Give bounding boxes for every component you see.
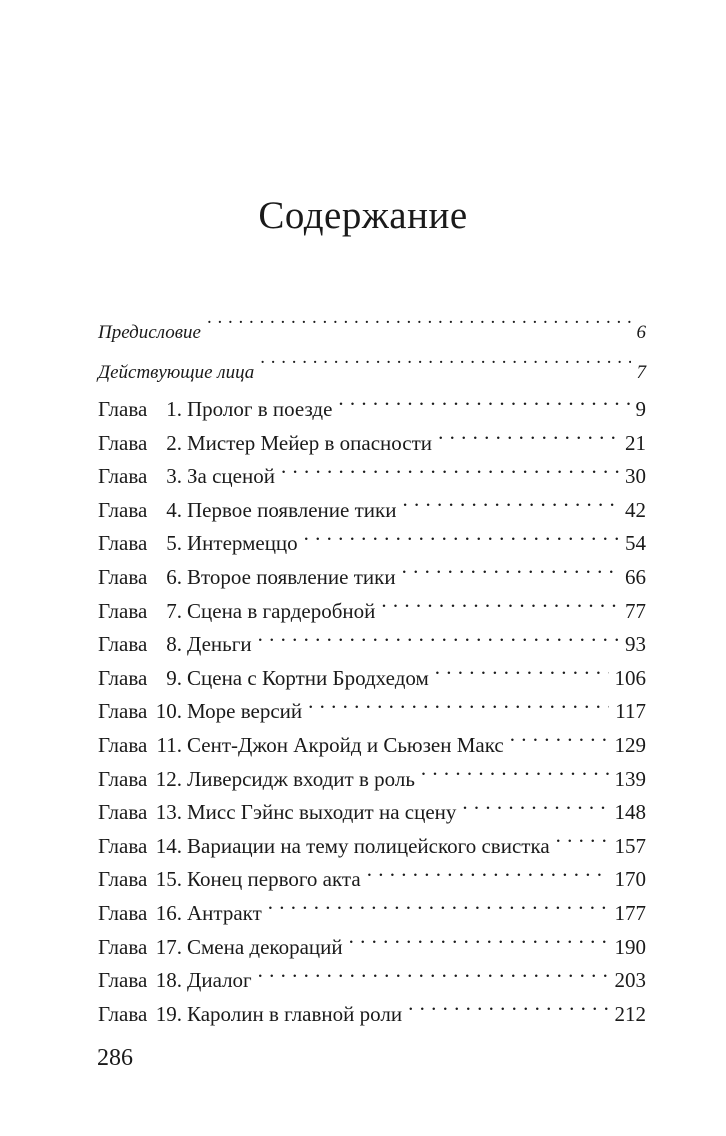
toc-page-number: 9 — [635, 397, 646, 421]
chapter-label: Глава — [98, 598, 148, 623]
chapter-title: Каролин в главной роли — [187, 1001, 403, 1026]
toc-page-number: 190 — [614, 934, 646, 959]
chapter-label: Глава — [98, 867, 148, 892]
dot-leader — [402, 563, 619, 584]
toc-entry-title: Действующие лица — [98, 362, 255, 383]
toc-page-number: 6 — [636, 322, 646, 343]
chapter-number: 12. — [155, 766, 182, 791]
chapter-title: Ливерсидж входит в роль — [187, 766, 415, 791]
chapter-number: 11. — [156, 732, 182, 757]
chapter-title: Сцена в гардеробной — [187, 598, 376, 623]
chapter-label: Глава — [98, 800, 148, 825]
toc-page-number: 66 — [625, 564, 646, 589]
chapter-number: 5. — [166, 531, 182, 556]
toc-entry-chapter-12[interactable] — [98, 763, 646, 797]
toc-entry-chapter-17[interactable] — [98, 931, 646, 965]
chapter-number: 13. — [155, 800, 182, 825]
chapter-title: Диалог — [187, 968, 252, 993]
toc-page-number: 117 — [615, 699, 646, 724]
chapter-number: 7. — [166, 598, 182, 623]
page-title: Содержание — [258, 194, 468, 237]
chapter-number: 10. — [155, 699, 182, 724]
chapter-title: Море версий — [187, 699, 303, 724]
dot-leader — [260, 359, 630, 378]
dot-leader — [556, 832, 609, 853]
toc-entry-title: Предисловие — [98, 322, 201, 343]
dot-leader — [367, 865, 609, 886]
toc-entry-chapter-13[interactable] — [98, 796, 646, 830]
dot-leader — [421, 765, 609, 786]
dot-leader — [408, 1000, 608, 1021]
toc-page-number: 7 — [636, 362, 646, 383]
dot-leader — [438, 429, 619, 450]
chapter-title: Деньги — [187, 632, 252, 657]
toc-page-number: 177 — [614, 900, 646, 925]
toc-page-number: 170 — [614, 867, 646, 892]
chapter-number: 6. — [166, 564, 182, 589]
chapter-label: Глава — [98, 397, 148, 421]
dot-leader — [349, 933, 609, 954]
toc-entry-chapter-18[interactable] — [98, 964, 646, 998]
chapter-title: Второе появление тики — [187, 564, 396, 589]
chapter-label: Глава — [98, 632, 148, 657]
chapter-label: Глава — [98, 934, 148, 959]
toc-entry-preface[interactable] — [98, 313, 646, 353]
dot-leader — [304, 529, 619, 550]
chapter-number: 2. — [166, 430, 182, 455]
toc-entry-characters[interactable] — [98, 353, 646, 393]
toc-entry-chapter-8[interactable] — [98, 628, 646, 662]
chapter-number: 19. — [155, 1001, 182, 1026]
chapter-title: Сцена с Кортни Бродхедом — [187, 665, 429, 690]
chapter-number: 14. — [155, 833, 182, 858]
toc-entry-chapter-16[interactable] — [98, 897, 646, 931]
toc-page-number: 106 — [614, 665, 646, 690]
dot-leader — [258, 630, 619, 651]
dot-leader — [510, 731, 609, 752]
toc-entry-chapter-19[interactable] — [98, 998, 646, 1032]
chapter-title: Конец первого акта — [187, 867, 361, 892]
dot-leader — [338, 395, 629, 416]
chapter-number: 9. — [166, 665, 182, 690]
chapter-label: Глава — [98, 531, 148, 556]
chapter-number: 17. — [155, 934, 182, 959]
toc-page-number: 42 — [625, 497, 646, 522]
dot-leader — [281, 462, 619, 483]
toc-page-number: 203 — [614, 968, 646, 993]
toc-entry-chapter-6[interactable] — [98, 561, 646, 595]
toc-page-number: 148 — [614, 800, 646, 825]
chapter-label: Глава — [98, 665, 148, 690]
chapter-title: Пролог в поезде — [187, 397, 333, 421]
chapter-number: 1. — [166, 397, 182, 421]
chapter-label: Глава — [98, 564, 148, 589]
dot-leader — [381, 597, 619, 618]
toc-page-number: 21 — [625, 430, 646, 455]
dot-leader — [402, 496, 619, 517]
chapter-label: Глава — [98, 1001, 148, 1026]
toc-entry-chapter-5[interactable] — [98, 527, 646, 561]
toc-entry-chapter-1[interactable] — [98, 393, 646, 427]
toc-page-number: 157 — [614, 833, 646, 858]
toc-page-number: 30 — [625, 464, 646, 489]
chapter-label: Глава — [98, 732, 148, 757]
dot-leader — [268, 899, 609, 920]
toc-page-number: 129 — [614, 732, 646, 757]
chapter-title: За сценой — [187, 464, 275, 489]
chapter-number: 15. — [155, 867, 182, 892]
toc-page-number: 77 — [625, 598, 646, 623]
toc-entry-chapter-4[interactable] — [98, 494, 646, 528]
dot-leader — [308, 697, 609, 718]
page-number: 286 — [97, 1045, 133, 1071]
toc-entry-chapter-15[interactable] — [98, 863, 646, 897]
toc-page-number: 212 — [614, 1001, 646, 1026]
chapter-number: 8. — [166, 632, 182, 657]
toc-page-number: 54 — [625, 531, 646, 556]
chapter-label: Глава — [98, 430, 148, 455]
chapter-label: Глава — [98, 699, 148, 724]
dot-leader — [462, 798, 608, 819]
chapter-title: Смена декораций — [187, 934, 343, 959]
chapter-label: Глава — [98, 497, 148, 522]
dot-leader — [258, 966, 609, 987]
toc-entry-chapter-7[interactable] — [98, 595, 646, 629]
toc-entry-chapter-14[interactable] — [98, 830, 646, 864]
chapter-label: Глава — [98, 833, 148, 858]
dot-leader — [435, 664, 609, 685]
chapter-label: Глава — [98, 900, 148, 925]
toc-entry-chapter-2[interactable] — [98, 427, 646, 461]
toc-page-number: 139 — [614, 766, 646, 791]
toc-entry-chapter-3[interactable] — [98, 460, 646, 494]
chapter-title: Антракт — [187, 900, 262, 925]
toc-entry-chapter-9[interactable] — [98, 662, 646, 696]
chapter-number: 16. — [155, 900, 182, 925]
chapter-title: Мистер Мейер в опасности — [187, 430, 433, 455]
chapter-title: Вариации на тему полицейского свистка — [187, 833, 550, 858]
toc-entry-chapter-10[interactable] — [98, 695, 646, 729]
dot-leader — [207, 319, 631, 338]
chapter-label: Глава — [98, 968, 148, 993]
chapter-title: Сент-Джон Акройд и Сьюзен Макс — [187, 732, 504, 757]
chapter-label: Глава — [98, 766, 148, 791]
toc-page-number: 93 — [625, 632, 646, 657]
chapter-title: Первое появление тики — [187, 497, 397, 522]
chapter-number: 18. — [155, 968, 182, 993]
table-of-contents — [98, 313, 646, 1031]
chapter-title: Интермеццо — [187, 531, 298, 556]
chapter-title: Мисс Гэйнс выходит на сцену — [187, 800, 457, 825]
chapter-number: 3. — [166, 464, 182, 489]
chapter-number: 4. — [166, 497, 182, 522]
toc-entry-chapter-11[interactable] — [98, 729, 646, 763]
chapter-label: Глава — [98, 464, 148, 489]
